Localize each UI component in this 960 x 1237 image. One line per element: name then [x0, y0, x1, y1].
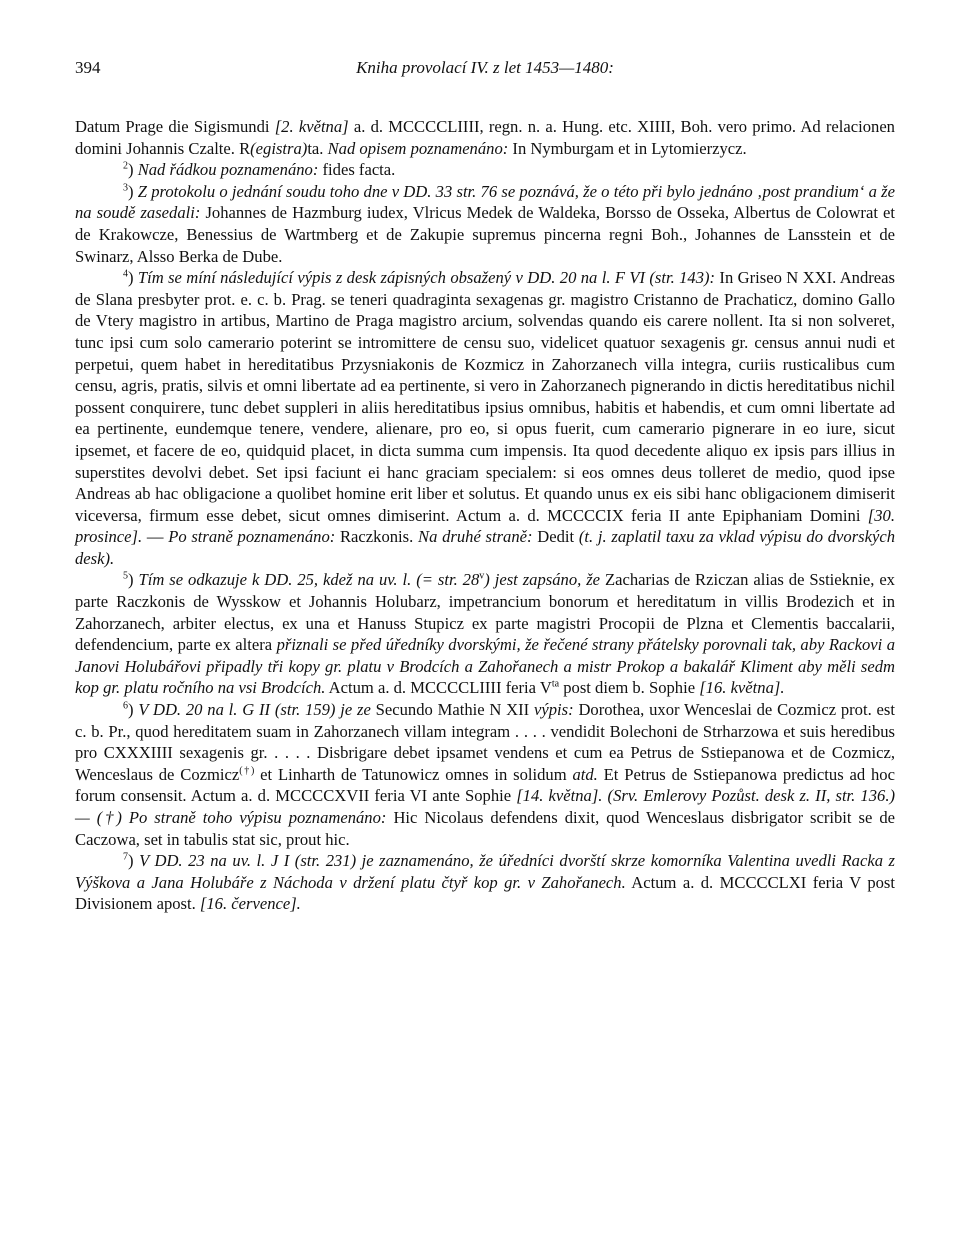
footnote-marker: 5: [123, 570, 128, 582]
running-title: Kniha provolací IV. z let 1453—1480:: [356, 58, 614, 77]
page: [75, 58, 895, 915]
footnote-7: $^7$) V DD. 23 na uv. l. J I (str. 231) je zaznamenáno, že úředníci dvorští skrze komorníka Valentina uvedli Racka z Výškova a Jana Holubáře z Náchoda v držení platu čtyř kop gr. v Zahořanech. Actum a. d. MCCCCLXI feria V post Divisionem apost. [16. července].: [75, 851, 895, 914]
footnotes-body: [75, 116, 895, 915]
page-header: [75, 58, 895, 94]
footnote-2: $^2$) Nad řádkou poznamenáno: fides facta.: [123, 160, 396, 180]
footnote-marker: 3: [123, 182, 128, 194]
footnote-3: $^3$) Z protokolu o jednání soudu toho dne v DD. 33 str. 76 se poznává, že o této při bylo jednáno ‚post prandium‘ a že na soudě zasedali: Johannes de Hazmburg iudex, Vlricus Medek de Waldeka, Borsso de Osseka, Albertus de Colowrat et de Krakowcze, Benessius de Wartmberg et de Zakupie supremus pincerna regni Boh., Johannes de Lansstein et de Swinarz, Alsso Berka de Dube.: [75, 181, 895, 266]
footnote-5: $^5$) Tím se odkazuje k DD. 25, kdež na uv. l. (= str. 28$^v$) jest zapsáno, že Zacharias de Rziczan alias de Sstieknie, ex parte Raczkonis de Wysskow et Johannis Holubarz, impetrancium bonorum et hereditatum in villis Brodezich et in Zahorzanech, arbiter electus, ex una et Hanuss Stupicz ex parte magistri Procopii de Plzna et Clementis baccalarii, defendencium, parte ex altera přiznali se před úředníky dvorskými, že řečené strany přátelsky porovnali tak, aby Rackovi a Janovi Holubářovi připadly tři kopy gr. platu v Brodcích a Zahořanech a mistr Prokop a bakalář Kliment aby měli sedm kop gr. platu ročního na vsi Brodcích. Actum a. d. MCCCCLIIII feria $V^{ta}$ post diem b. Sophie [16. května].: [75, 570, 895, 698]
footnote-marker: 2: [123, 160, 128, 172]
footnote-6: $^6$) V DD. 20 na l. G II (str. 159) je ze Secundo Mathie N XII výpis: Dorothea, uxor Wenceslai de Cozmicz prot. est c. b. Pr., quod hereditatem suam in Zahorzanech villam integram . . . . vendidit Bolechoni de Strharzowa et suis heredibus pro CXXXIIII sexagenis gr. . . . . Disbrigare debet ipsamet vendens et cum ea Petrus de Sstiepanowa et de Cozmicz, Wenceslaus de Cozmicz(†) et Linharth de Tatunowicz omnes in solidum atd. Et Petrus de Sstiepanowa predictus ad hoc forum consensit. Actum a. d. MCCCCXVII feria VI ante Sophie [14. května]. (Srv. Emlerovy Pozůst. desk z. II, str. 136.) — (†) Po straně toho výpisu poznamenáno: Hic Nicolaus defendens dixit, quod Wenceslaus disbrigator scribit se de Caczowa, set in tabulis stat sic, prout hic.: [75, 700, 896, 849]
footnote-marker: 7: [123, 851, 128, 863]
footnote-marker: 6: [123, 700, 128, 712]
page-number: 394: [75, 58, 101, 77]
footnote-marker: 4: [123, 268, 128, 280]
paragraph-continuation: Datum Prage die Sigismundi [2. května] a. d. MCCCCLIIII, regn. n. a. Hung. etc. XIIII, Boh. vero primo. Ad relacionen domini Johannis Czalte. R(egistra)ta. Nad opisem poznamenáno: In Nymburgam et in Lytomierzycz.: [75, 117, 895, 158]
footnote-4: $^4$) Tím se míní následující výpis z desk zápisných obsažený v DD. 20 na l. F VI (str. 143): In Griseo N XXI. Andreas de Slana presbyter prot. e. c. b. Prag. se teneri quadraginta sexagenas gr. magistro Cristanno de Prachaticz, domino Gallo de Vtery magistro in artibus, Martino de Praga magistro arcium, solvendas quando eis carere nollent. Ita si non solveret, tunc ipsi cum solo camerario poterint se intromittere de censu suo, videlicet quatuor sexagenis gr. census annui nudi et perpetui, quem habet in hereditatibus Przysniakonis de Kozmicz in Zahorzanech villa integra, curiis rusticalibus cum censu, agris, pratis, silvis et omni libertate ad ea pertinente, si vero in Zahorzanech pignerando in dictis hereditatibus nichil possent conquirere, tunc debet suppleri in aliis hereditatibus ipsius omnibus, habitis et habendis, et cum omni libertate ad ea pertinente, eundemque tenere, vendere, alienare, pro eo, si opus fuerit, cum camerario pignerare in eo iure, sicut ipsemet, et facere de eo, quidquid placet, in dicta summa cum impensis. Ita quod decedente aliquo ex ipsis pars illius in superstites devolvi debet. Set ipsi faciunt ei hanc graciam specialem: si eos omnes deus tolleret de medio, quod ipse Andreas ab hac obligacione a quolibet homine erit liber et solutus. Et quando unus ex eis sibi hanc obligacionem dimiserit viceversa, firmum esse debet, sicut omnes dimiserint. Actum a. d. MCCCCIX feria II ante Epiphaniam Domini [30. prosince]. — Po straně poznamenáno: Raczkonis. Na druhé straně: Dedit (t. j. zaplatil taxu za vklad výpisu do dvorských desk).: [75, 268, 896, 568]
